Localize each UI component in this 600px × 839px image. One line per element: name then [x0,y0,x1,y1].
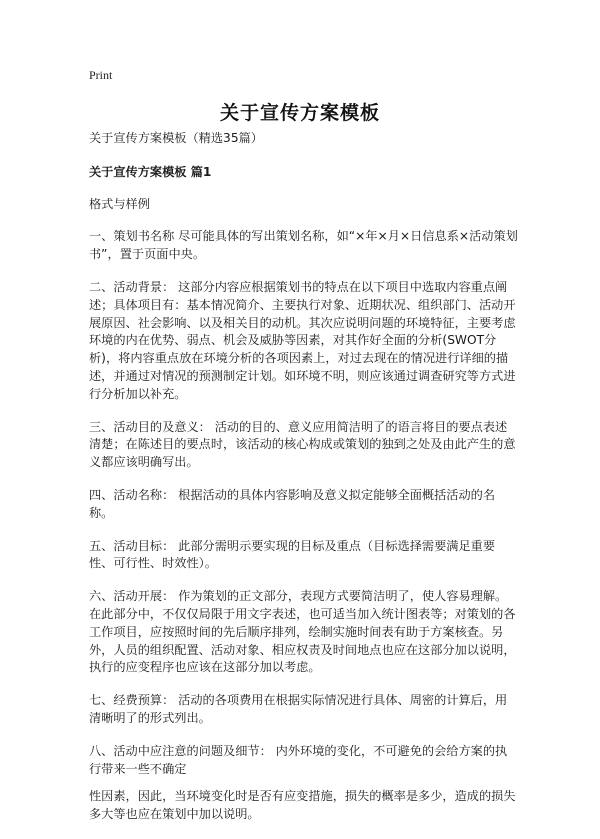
paragraph-purpose: 三、活动目的及意义： 活动的目的、意义应用简洁明了的语言将目的要点表述清楚；在陈述目的要点时，该活动的核心构成或策划的独到之处及由此产生的意义都应该明确写出。 [89,419,516,470]
document-body [89,130,519,839]
section-heading: 关于宣传方案模板 篇1 [89,164,212,179]
paragraph-background: 二、活动背景： 这部分内容应根据策划书的特点在以下项目中选取内容重点阐述；具体项目有：基本情况简介、主要执行对象、近期状况、组织部门、活动开展原因、社会影响、以及相关目的动机。其次应说明问题的环境特征，主要考虑环境的内在优势、弱点、机会及威胁等因素，对其作好全面的分析(SWOT分析)，将内容重点放在环境分析的各项因素上，对过去现在的情况进行详细的描述，并通过对情况的预测制定计划。如环境不明，则应该通过调查研究等方式进行分析加以补充。 [89,279,516,401]
format-label: 格式与样例 [89,196,150,211]
paragraph-execution: 六、活动开展： 作为策划的正文部分，表现方式要简洁明了，使人容易理解。在此部分中，不仅仅局限于用文字表述，也可适当加入统计图表等；对策划的各工作项目，应按照时间的先后顺序排列，绘制实施时间表有助于方案核查。另外，人员的组织配置、活动对象、相应权责及时间地点也应在这部分加以说明，执行的应变程序也应该在这部分加以考虑。 [89,589,516,675]
document-title: 关于宣传方案模板 [219,102,380,124]
paragraph-goals: 五、活动目标： 此部分需明示要实现的目标及重点（目标选择需要满足重要性、可行性、时效性）。 [89,538,496,571]
document-subtitle: 关于宣传方案模板（精选35篇） [89,131,263,145]
print-label: Print [89,68,113,82]
paragraph-notes-continued: 性因素，因此，当环境变化时是否有应变措施，损失的概率是多少，造成的损失多大等也应在策划中加以说明。 [89,789,516,822]
paragraph-budget: 七、经费预算： 活动的各项费用在根据实际情况进行具体、周密的计算后，用清晰明了的形式列出。 [89,693,508,725]
paragraph-name: 一、策划书名称 尽可能具体的写出策划名称，如“×年×月×日信息系×活动策划书”，置于页面中央。 [89,229,518,262]
paragraph-notes: 八、活动中应注意的问题及细节： 内外环境的变化，不可避免的会给方案的执行带来一些不确定 [89,743,508,776]
paragraph-activity-name: 四、活动名称： 根据活动的具体内容影响及意义拟定能够全面概括活动的名称。 [89,487,496,520]
